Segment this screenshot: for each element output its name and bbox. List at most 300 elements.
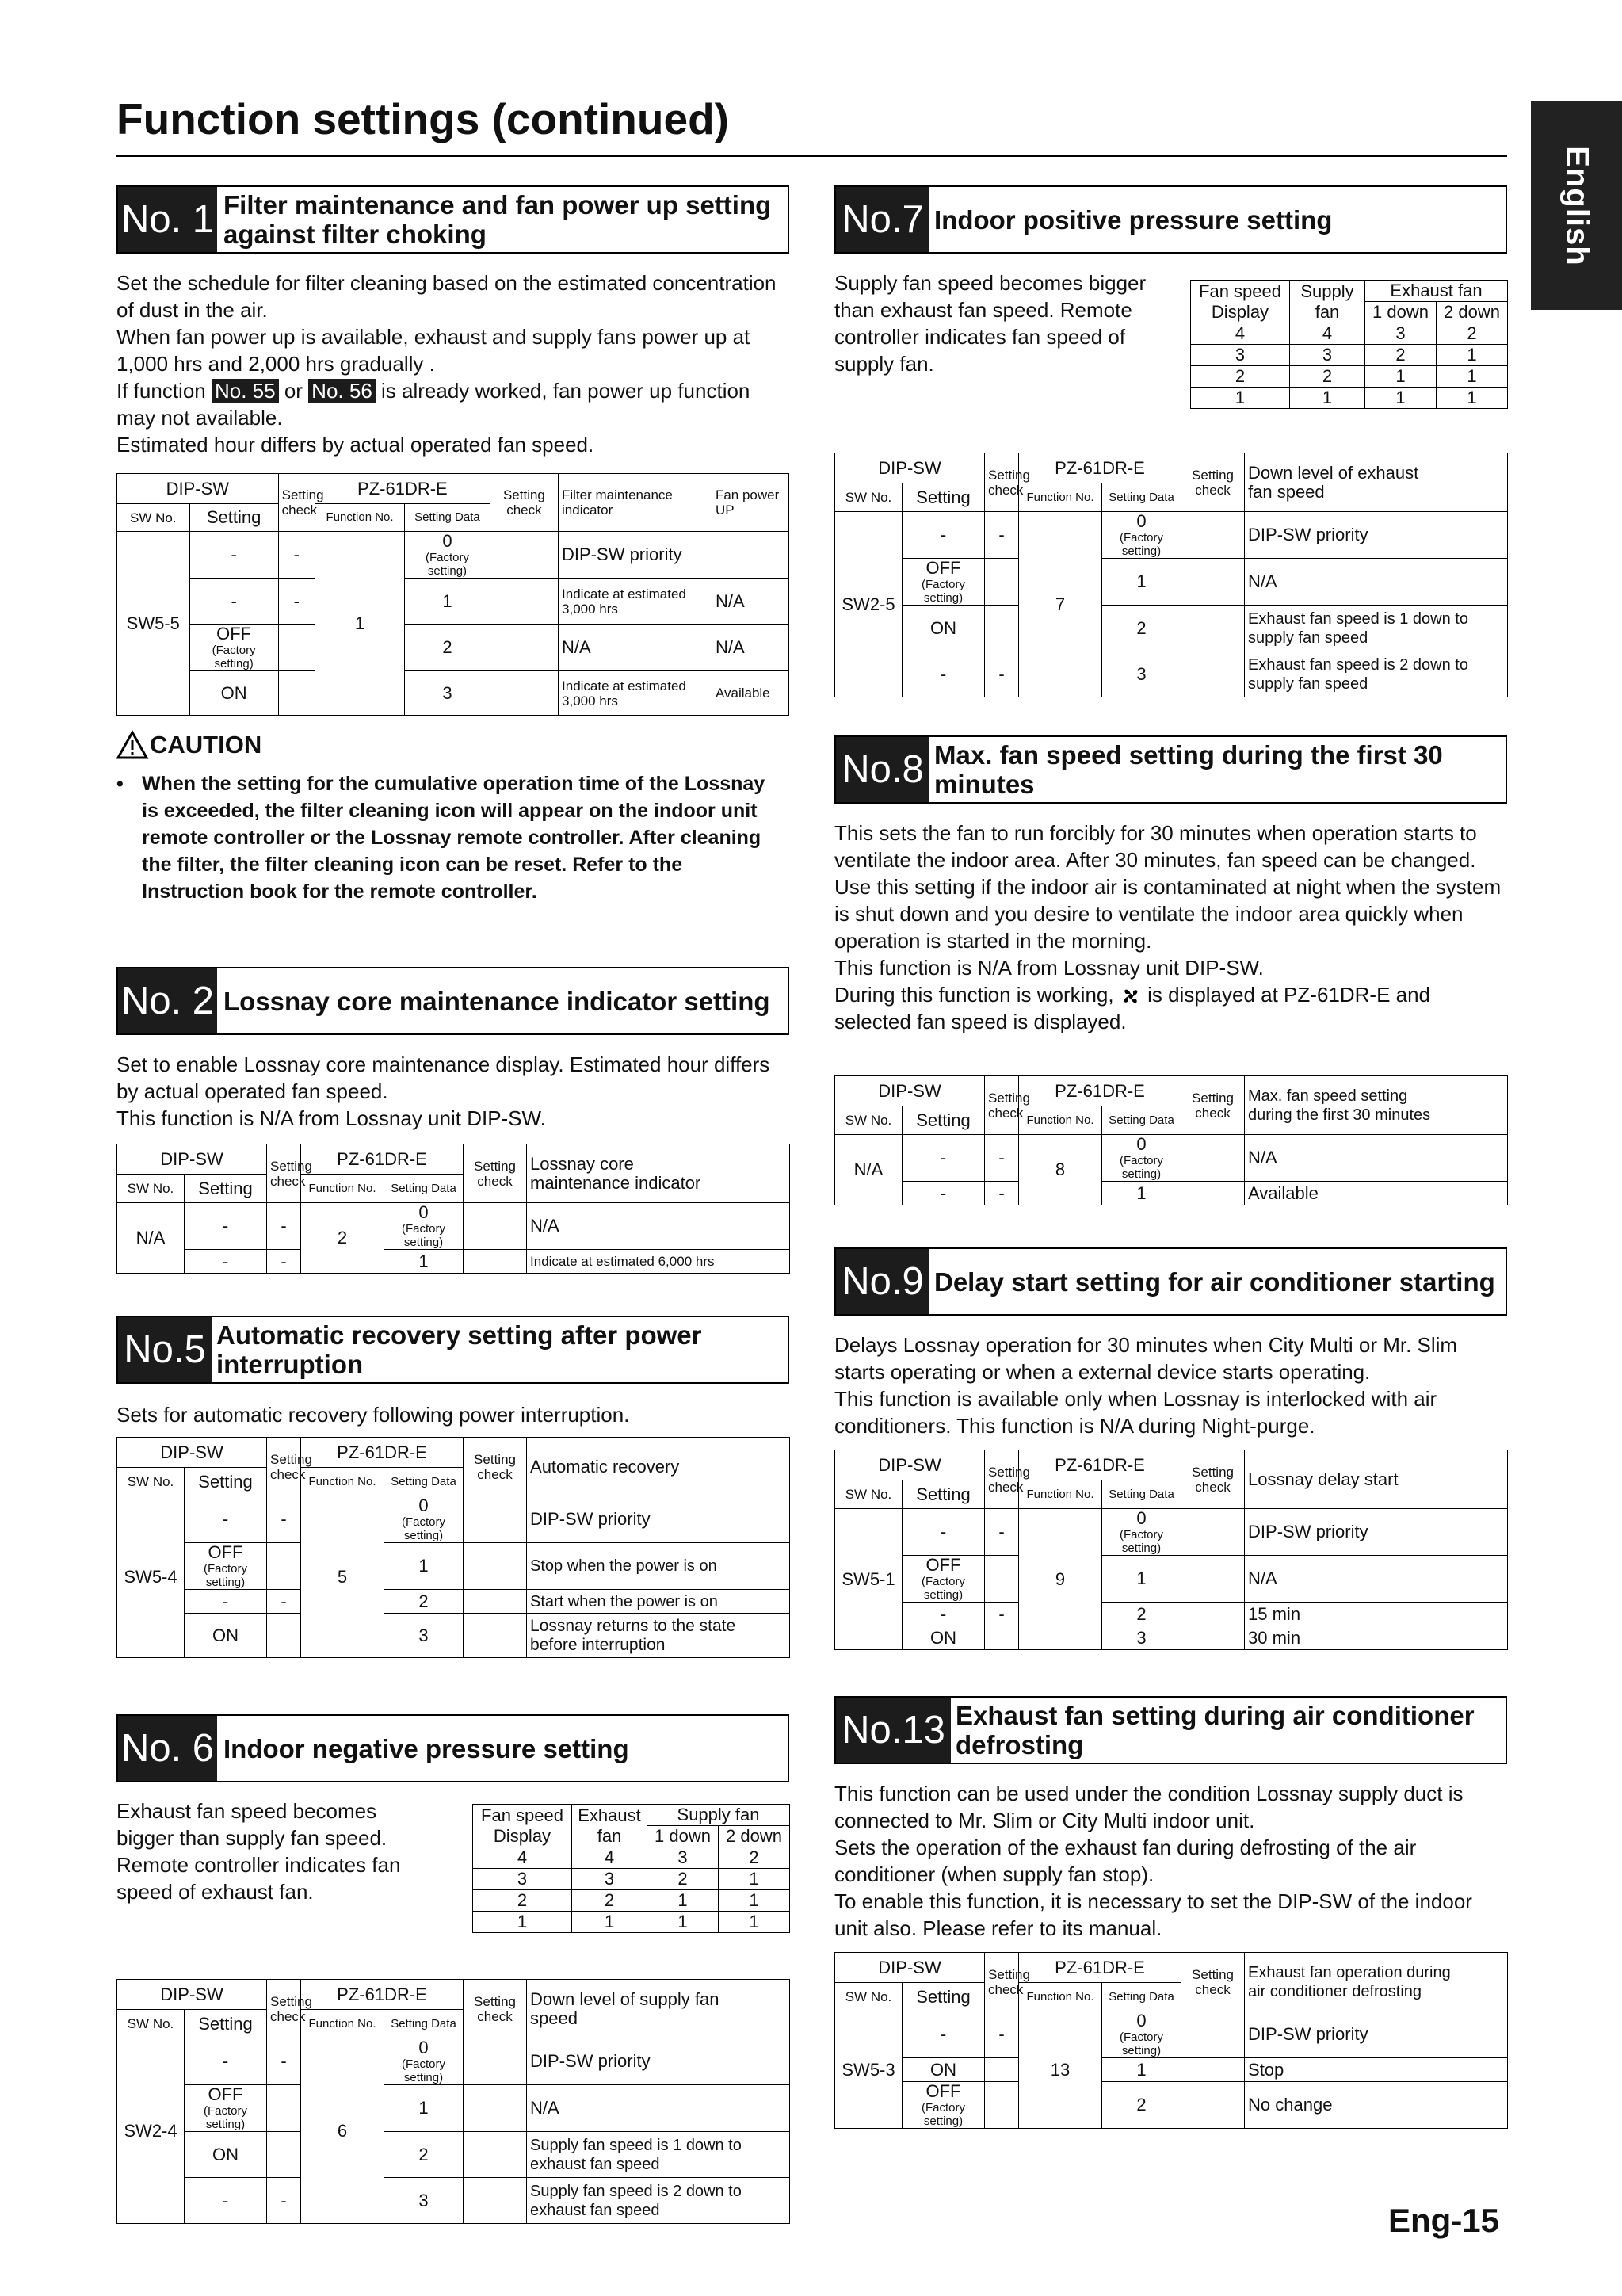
header-1-down: 1 down xyxy=(1365,302,1437,323)
cell: Indicate at estimated 6,000 hrs xyxy=(527,1250,790,1274)
function-badge: No. 56 xyxy=(308,379,376,403)
header-2-down: 2 down xyxy=(719,1826,790,1847)
cell-sw-no: SW2-5 xyxy=(835,512,903,697)
header-setting-check: Setting check xyxy=(985,1076,1019,1135)
cell: 3 xyxy=(473,1869,572,1890)
cell: 1 xyxy=(1102,1182,1181,1205)
fan-icon xyxy=(1120,985,1142,1007)
language-tab xyxy=(1531,101,1622,310)
header-function-no: Function No. xyxy=(1019,1106,1102,1135)
header-setting-data: Setting Data xyxy=(1102,1106,1181,1135)
cell xyxy=(278,625,315,671)
cell: - xyxy=(267,1203,301,1250)
cell: - xyxy=(185,2038,267,2085)
header-function-no: Function No. xyxy=(315,504,404,532)
cell-sw-no: N/A xyxy=(835,1135,903,1205)
header-setting-data: Setting Data xyxy=(384,1175,464,1203)
header-1-down: 1 down xyxy=(647,1826,719,1847)
section-title: Exhaust fan setting during air conditioner defrosting xyxy=(956,1701,1475,1759)
paragraph: This function is N/A from Lossnay unit DIP-SW. xyxy=(116,1106,546,1130)
header-function-no: Function No. xyxy=(1019,1983,1102,2011)
cell-function-no: 8 xyxy=(1019,1135,1102,1205)
header-sw-no: SW No. xyxy=(835,1106,903,1135)
cell xyxy=(1181,1556,1245,1603)
cell: N/A xyxy=(1245,1135,1508,1182)
cell: 1 xyxy=(473,1912,572,1933)
cell xyxy=(267,1614,301,1658)
section-number: No.9 xyxy=(836,1249,929,1314)
language-tab-label: English xyxy=(1559,145,1594,266)
cell: 1 xyxy=(384,1250,464,1274)
header-dip-sw: DIP-SW xyxy=(117,1144,267,1175)
section-no6-text xyxy=(116,1797,418,1905)
no13-dip-table xyxy=(834,1952,1508,2129)
cell: ON xyxy=(903,2058,985,2082)
paragraph: This function can be used under the condition Lossnay supply duct is connected to Mr. Slim or City Multi indoor unit. xyxy=(834,1782,1464,1832)
cell: Lossnay returns to the state before interruption xyxy=(527,1614,790,1658)
cell xyxy=(464,1203,527,1250)
cell: DIP-SW priority xyxy=(559,532,789,579)
header-setting-check: Setting check xyxy=(464,1144,527,1203)
cell xyxy=(1181,559,1245,606)
cell: - xyxy=(267,2178,301,2224)
header-dip-sw: DIP-SW xyxy=(835,1450,985,1480)
header-dip-sw: DIP-SW xyxy=(835,1076,985,1106)
cell: 4 xyxy=(1191,323,1290,345)
cell: 30 min xyxy=(1245,1626,1508,1650)
header-sw-no: SW No. xyxy=(835,1983,903,2011)
cell: 3 xyxy=(384,1614,464,1658)
cell xyxy=(464,1590,527,1614)
cell: Start when the power is on xyxy=(527,1590,790,1614)
cell: N/A xyxy=(559,625,712,671)
function-badge: No. 55 xyxy=(212,379,279,403)
cell-function-no: 7 xyxy=(1019,512,1102,697)
header-setting-check: Setting check xyxy=(985,1953,1019,2011)
caution-paragraph: When the setting for the cumulative operation time of the Lossnay is exceeded, the filter cleaning icon will appear on the indoor unit remote controller or the Lossnay remote controller. After cleaning the filter, the filter cleaning icon can be reset. Refer to the Instruction book for the remote controller. xyxy=(142,773,765,903)
cell: Indicate at estimated 3,000 hrs xyxy=(559,579,712,625)
cell-function-no: 2 xyxy=(301,1203,384,1274)
header-exhaust-defrost: Exhaust fan operation during air conditioner defrosting xyxy=(1245,1953,1508,2011)
header-model: PZ-61DR-E xyxy=(1019,1953,1181,1983)
section-no13-text xyxy=(834,1780,1508,1942)
cell: - xyxy=(185,1496,267,1543)
header-sw-no: SW No. xyxy=(117,1468,185,1496)
cell: - xyxy=(267,1250,301,1274)
section-number: No. 6 xyxy=(118,1716,217,1781)
cell: DIP-SW priority xyxy=(527,1496,790,1543)
cell xyxy=(1181,2011,1245,2058)
cell: - xyxy=(985,1509,1019,1556)
cell: N/A xyxy=(1245,559,1508,606)
header-setting: Setting xyxy=(903,1983,985,2011)
no6-dip-table xyxy=(116,1979,790,2224)
header-exhaust-fan: Exhaust fan xyxy=(1365,281,1508,302)
cell: 0 (Factory setting) xyxy=(405,532,490,579)
cell: 1 xyxy=(1102,1556,1181,1603)
header-setting-check: Setting check xyxy=(267,1144,301,1203)
no1-dip-table xyxy=(116,473,789,716)
cell: - xyxy=(903,1182,985,1205)
cell: Indicate at estimated 3,000 hrs xyxy=(559,671,712,716)
header-model: PZ-61DR-E xyxy=(301,1438,464,1468)
header-setting-check: Setting check xyxy=(464,1980,527,2038)
header-setting: Setting xyxy=(185,2010,267,2038)
cell xyxy=(985,606,1019,651)
cell: N/A xyxy=(1245,1556,1508,1603)
cell: OFF (Factory setting) xyxy=(185,1543,267,1590)
header-function-no: Function No. xyxy=(1019,483,1102,512)
cell: 2 xyxy=(1437,323,1508,345)
cell: Available xyxy=(712,671,788,716)
cell: - xyxy=(267,2038,301,2085)
header-setting-check: Setting check xyxy=(267,1980,301,2038)
cell: 2 xyxy=(384,1590,464,1614)
cell: - xyxy=(903,1603,985,1626)
header-model: PZ-61DR-E xyxy=(315,474,490,504)
cell: - xyxy=(185,1250,267,1274)
section-number: No. 1 xyxy=(118,187,217,252)
header-dip-sw: DIP-SW xyxy=(117,474,279,504)
cell xyxy=(1181,2082,1245,2129)
cell xyxy=(985,1626,1019,1650)
cell xyxy=(267,2132,301,2178)
cell: 1 xyxy=(1191,388,1290,409)
header-supply-fan: Supply fan xyxy=(647,1805,790,1826)
cell: - xyxy=(185,1590,267,1614)
cell: DIP-SW priority xyxy=(527,2038,790,2085)
header-fan-power: Fan power UP xyxy=(712,474,788,532)
cell: Supply fan speed is 2 down to exhaust fan speed xyxy=(527,2178,790,2224)
cell xyxy=(1181,651,1245,697)
cell: Stop xyxy=(1245,2058,1508,2082)
cell xyxy=(464,2038,527,2085)
cell: 2 xyxy=(719,1847,790,1869)
cell xyxy=(1181,1509,1245,1556)
section-title: Indoor negative pressure setting xyxy=(223,1733,629,1763)
cell xyxy=(1181,512,1245,559)
section-no2-header xyxy=(116,967,789,1035)
cell: 1 xyxy=(719,1890,790,1912)
paragraph: Use this setting if the indoor air is contaminated at night when the system is shut down and you desire to ventilate the indoor area quickly when operation is started in the morning. xyxy=(834,875,1502,953)
cell-sw-no: SW5-4 xyxy=(117,1496,185,1658)
cell: 2 xyxy=(1365,345,1437,366)
header-core-maintenance: Lossnay core maintenance indicator xyxy=(527,1144,790,1203)
cell: N/A xyxy=(527,2085,790,2132)
cell: ON xyxy=(185,1614,267,1658)
cell: - xyxy=(903,512,985,559)
cell: 0 (Factory setting) xyxy=(384,1203,464,1250)
cell xyxy=(985,2082,1019,2129)
cell: 2 xyxy=(1102,2082,1181,2129)
header-automatic-recovery: Automatic recovery xyxy=(527,1438,790,1496)
no6-fan-speed-table xyxy=(472,1804,790,1933)
cell: 1 xyxy=(1437,345,1508,366)
cell: 2 xyxy=(1102,606,1181,651)
section-number: No.7 xyxy=(836,187,929,252)
header-model: PZ-61DR-E xyxy=(1019,453,1181,483)
caution-title: CAUTION xyxy=(150,731,262,758)
cell xyxy=(985,559,1019,606)
cell: 2 xyxy=(1102,1603,1181,1626)
header-down-level-exhaust: Down level of exhaust fan speed xyxy=(1245,453,1508,512)
cell: 2 xyxy=(473,1890,572,1912)
header-setting-check: Setting check xyxy=(464,1438,527,1496)
cell xyxy=(1181,1182,1245,1205)
cell: - xyxy=(189,532,278,579)
cell: 3 xyxy=(384,2178,464,2224)
paragraph: This function is available only when Lossnay is interlocked with air conditioners. This function is N/A during Night-purge. xyxy=(834,1387,1437,1438)
cell: 3 xyxy=(572,1869,647,1890)
header-setting: Setting xyxy=(903,483,985,512)
cell xyxy=(464,1496,527,1543)
cell: 0 (Factory setting) xyxy=(1102,512,1181,559)
warning-icon xyxy=(116,731,148,759)
header-setting-check: Setting check xyxy=(1181,453,1245,512)
paragraph: Estimated hour differs by actual operated fan speed. xyxy=(116,433,594,457)
paragraph xyxy=(834,981,1508,1035)
cell: - xyxy=(985,2011,1019,2058)
paragraph: When fan power up is available, exhaust and supply fans power up at 1,000 hrs and 2,000 hrs gradually . xyxy=(116,325,750,376)
cell: 1 xyxy=(719,1869,790,1890)
no9-dip-table xyxy=(834,1450,1508,1650)
cell: No change xyxy=(1245,2082,1508,2129)
cell xyxy=(464,1614,527,1658)
cell xyxy=(1181,1603,1245,1626)
section-no7-header xyxy=(834,185,1507,254)
cell-function-no: 9 xyxy=(1019,1509,1102,1650)
section-title: Indoor positive pressure setting xyxy=(934,204,1333,235)
caution-text xyxy=(116,770,782,905)
header-model: PZ-61DR-E xyxy=(1019,1076,1181,1106)
cell: N/A xyxy=(527,1203,790,1250)
header-2-down: 2 down xyxy=(1437,302,1508,323)
header-setting: Setting xyxy=(185,1175,267,1203)
cell xyxy=(278,671,315,716)
cell xyxy=(1181,2058,1245,2082)
header-filter-maintenance: Filter maintenance indicator xyxy=(559,474,712,532)
header-sw-no: SW No. xyxy=(835,1480,903,1509)
cell xyxy=(1181,1135,1245,1182)
header-model: PZ-61DR-E xyxy=(301,1144,464,1175)
cell-sw-no: N/A xyxy=(117,1203,185,1274)
cell xyxy=(464,1250,527,1274)
cell: Supply fan speed is 1 down to exhaust fan speed xyxy=(527,2132,790,2178)
paragraph: Sets for automatic recovery following power interruption. xyxy=(116,1403,630,1427)
no5-dip-table xyxy=(116,1437,790,1658)
no2-dip-table xyxy=(116,1144,790,1274)
text: If function xyxy=(116,379,206,403)
cell: DIP-SW priority xyxy=(1245,512,1508,559)
cell: 1 xyxy=(1290,388,1365,409)
cell: 4 xyxy=(473,1847,572,1869)
header-setting-check: Setting check xyxy=(1181,1450,1245,1509)
cell: - xyxy=(267,1590,301,1614)
paragraph: Sets the operation of the exhaust fan during defrosting of the air conditioner (when supply fan stop). xyxy=(834,1836,1417,1886)
header-dip-sw: DIP-SW xyxy=(835,453,985,483)
cell: 1 xyxy=(647,1912,719,1933)
header-setting-check: Setting check xyxy=(985,1450,1019,1509)
cell: - xyxy=(903,651,985,697)
cell: - xyxy=(985,1135,1019,1182)
cell: OFF (Factory setting) xyxy=(903,2082,985,2129)
cell: 3 xyxy=(1102,1626,1181,1650)
cell: 2 xyxy=(1191,366,1290,388)
cell: OFF (Factory setting) xyxy=(189,625,278,671)
cell: 0 (Factory setting) xyxy=(1102,2011,1181,2058)
paragraph: Exhaust fan speed becomes bigger than supply fan speed. Remote controller indicates fan speed of exhaust fan. xyxy=(116,1799,401,1904)
header-dip-sw: DIP-SW xyxy=(835,1953,985,1983)
cell: Exhaust fan speed is 2 down to supply fan speed xyxy=(1245,651,1508,697)
cell: - xyxy=(278,532,315,579)
cell: 1 xyxy=(384,2085,464,2132)
header-setting-data: Setting Data xyxy=(1102,483,1181,512)
cell: - xyxy=(189,579,278,625)
cell: Available xyxy=(1245,1182,1508,1205)
header-setting-check: Setting check xyxy=(490,474,558,532)
cell xyxy=(490,625,558,671)
paragraph: Set to enable Lossnay core maintenance display. Estimated hour differs by actual operated fan speed. xyxy=(116,1052,770,1103)
cell: 3 xyxy=(1102,651,1181,697)
no7-dip-table xyxy=(834,453,1508,697)
section-no5-header xyxy=(116,1316,789,1384)
text: or xyxy=(284,379,303,403)
cell: 1 xyxy=(647,1890,719,1912)
cell: 0 (Factory setting) xyxy=(384,2038,464,2085)
cell: 0 (Factory setting) xyxy=(1102,1135,1181,1182)
cell xyxy=(267,1543,301,1590)
cell: ON xyxy=(189,671,278,716)
cell: 2 xyxy=(384,2132,464,2178)
header-function-no: Function No. xyxy=(1019,1480,1102,1509)
paragraph xyxy=(116,377,790,431)
header-exhaust-fan: Exhaust fan xyxy=(572,1805,647,1847)
section-title: Delay start setting for air conditioner starting xyxy=(934,1266,1495,1297)
cell: - xyxy=(985,1603,1019,1626)
header-dip-sw: DIP-SW xyxy=(117,1438,267,1468)
section-no2-text xyxy=(116,1051,790,1132)
cell-sw-no: SW5-5 xyxy=(117,532,190,716)
cell xyxy=(464,2178,527,2224)
section-no8-text xyxy=(834,819,1508,1035)
cell xyxy=(267,2085,301,2132)
header-setting-check: Setting check xyxy=(278,474,315,532)
cell: N/A xyxy=(712,579,788,625)
cell: 3 xyxy=(647,1847,719,1869)
paragraph: Supply fan speed becomes bigger than exhaust fan speed. Remote controller indicates fan speed of supply fan. xyxy=(834,271,1147,376)
header-setting-check: Setting check xyxy=(267,1438,301,1496)
cell: 1 xyxy=(384,1543,464,1590)
cell: N/A xyxy=(712,625,788,671)
text: is already worked, fan power up function may not available. xyxy=(116,379,750,430)
cell: DIP-SW priority xyxy=(1245,1509,1508,1556)
header-setting: Setting xyxy=(185,1468,267,1496)
cell: 2 xyxy=(1290,366,1365,388)
cell: ON xyxy=(903,606,985,651)
paragraph: Delays Lossnay operation for 30 minutes when City Multi or Mr. Slim starts operating or when a external device starts operating. xyxy=(834,1333,1458,1384)
section-number: No.8 xyxy=(836,737,929,802)
header-sw-no: SW No. xyxy=(117,1175,185,1203)
cell: - xyxy=(185,2178,267,2224)
text: is displayed at PZ-61DR-E and selected fan speed is displayed. xyxy=(834,983,1431,1033)
section-no6-header xyxy=(116,1714,789,1782)
cell: 3 xyxy=(1290,345,1365,366)
header-setting: Setting xyxy=(189,504,278,532)
header-setting-data: Setting Data xyxy=(405,504,490,532)
section-title: Filter maintenance and fan power up setting against filter choking xyxy=(223,190,772,249)
cell: 1 xyxy=(1437,388,1508,409)
header-setting-data: Setting Data xyxy=(384,1468,464,1496)
cell-sw-no: SW5-3 xyxy=(835,2011,903,2129)
header-model: PZ-61DR-E xyxy=(301,1980,464,2010)
cell: 2 xyxy=(572,1890,647,1912)
header-setting-data: Setting Data xyxy=(1102,1983,1181,2011)
section-no9-header xyxy=(834,1247,1507,1316)
cell: - xyxy=(985,512,1019,559)
header-down-level-supply: Down level of supply fan speed xyxy=(527,1980,790,2038)
cell-sw-no: SW5-1 xyxy=(835,1509,903,1650)
cell xyxy=(464,2132,527,2178)
cell: - xyxy=(185,1203,267,1250)
cell: - xyxy=(985,1182,1019,1205)
cell: - xyxy=(903,1509,985,1556)
cell: 2 xyxy=(647,1869,719,1890)
page-number: Eng-15 xyxy=(1388,2202,1500,2239)
header-setting-check: Setting check xyxy=(1181,1076,1245,1135)
cell xyxy=(490,579,558,625)
cell: 1 xyxy=(1437,366,1508,388)
cell: OFF (Factory setting) xyxy=(185,2085,267,2132)
cell: Stop when the power is on xyxy=(527,1543,790,1590)
paragraph: To enable this function, it is necessary to set the DIP-SW of the indoor unit also. Please refer to its manual. xyxy=(834,1889,1472,1940)
cell: 0 (Factory setting) xyxy=(1102,1509,1181,1556)
cell: DIP-SW priority xyxy=(1245,2011,1508,2058)
header-function-no: Function No. xyxy=(301,1468,384,1496)
paragraph: This sets the fan to run forcibly for 30 minutes when operation starts to ventilate the indoor area. After 30 minutes, fan speed can be changed. xyxy=(834,821,1477,872)
header-dip-sw: DIP-SW xyxy=(117,1980,267,2010)
bullet: • xyxy=(116,773,124,795)
cell xyxy=(490,671,558,716)
header-sw-no: SW No. xyxy=(117,2010,185,2038)
cell-function-no: 6 xyxy=(301,2038,384,2224)
no7-fan-speed-table xyxy=(1190,280,1508,409)
cell: - xyxy=(985,651,1019,697)
section-no8-header xyxy=(834,735,1507,804)
cell: - xyxy=(278,579,315,625)
header-max-fan-speed: Max. fan speed setting during the first 30 minutes xyxy=(1245,1076,1508,1135)
cell: 1 xyxy=(405,579,490,625)
cell: 1 xyxy=(719,1912,790,1933)
cell: 1 xyxy=(1102,2058,1181,2082)
cell: - xyxy=(903,1135,985,1182)
header-setting: Setting xyxy=(903,1480,985,1509)
title-rule xyxy=(116,155,1507,157)
cell: 0 (Factory setting) xyxy=(384,1496,464,1543)
cell: ON xyxy=(903,1626,985,1650)
no8-dip-table xyxy=(834,1075,1508,1205)
cell-sw-no: SW2-4 xyxy=(117,2038,185,2224)
caution-heading xyxy=(116,731,261,759)
cell: 4 xyxy=(572,1847,647,1869)
header-setting: Setting xyxy=(903,1106,985,1135)
header-sw-no: SW No. xyxy=(835,483,903,512)
section-no5-text xyxy=(116,1401,790,1428)
section-no1-header xyxy=(116,185,789,254)
cell xyxy=(490,532,558,579)
cell: 3 xyxy=(1365,323,1437,345)
cell: - xyxy=(267,1496,301,1543)
cell: Exhaust fan speed is 1 down to supply fan speed xyxy=(1245,606,1508,651)
